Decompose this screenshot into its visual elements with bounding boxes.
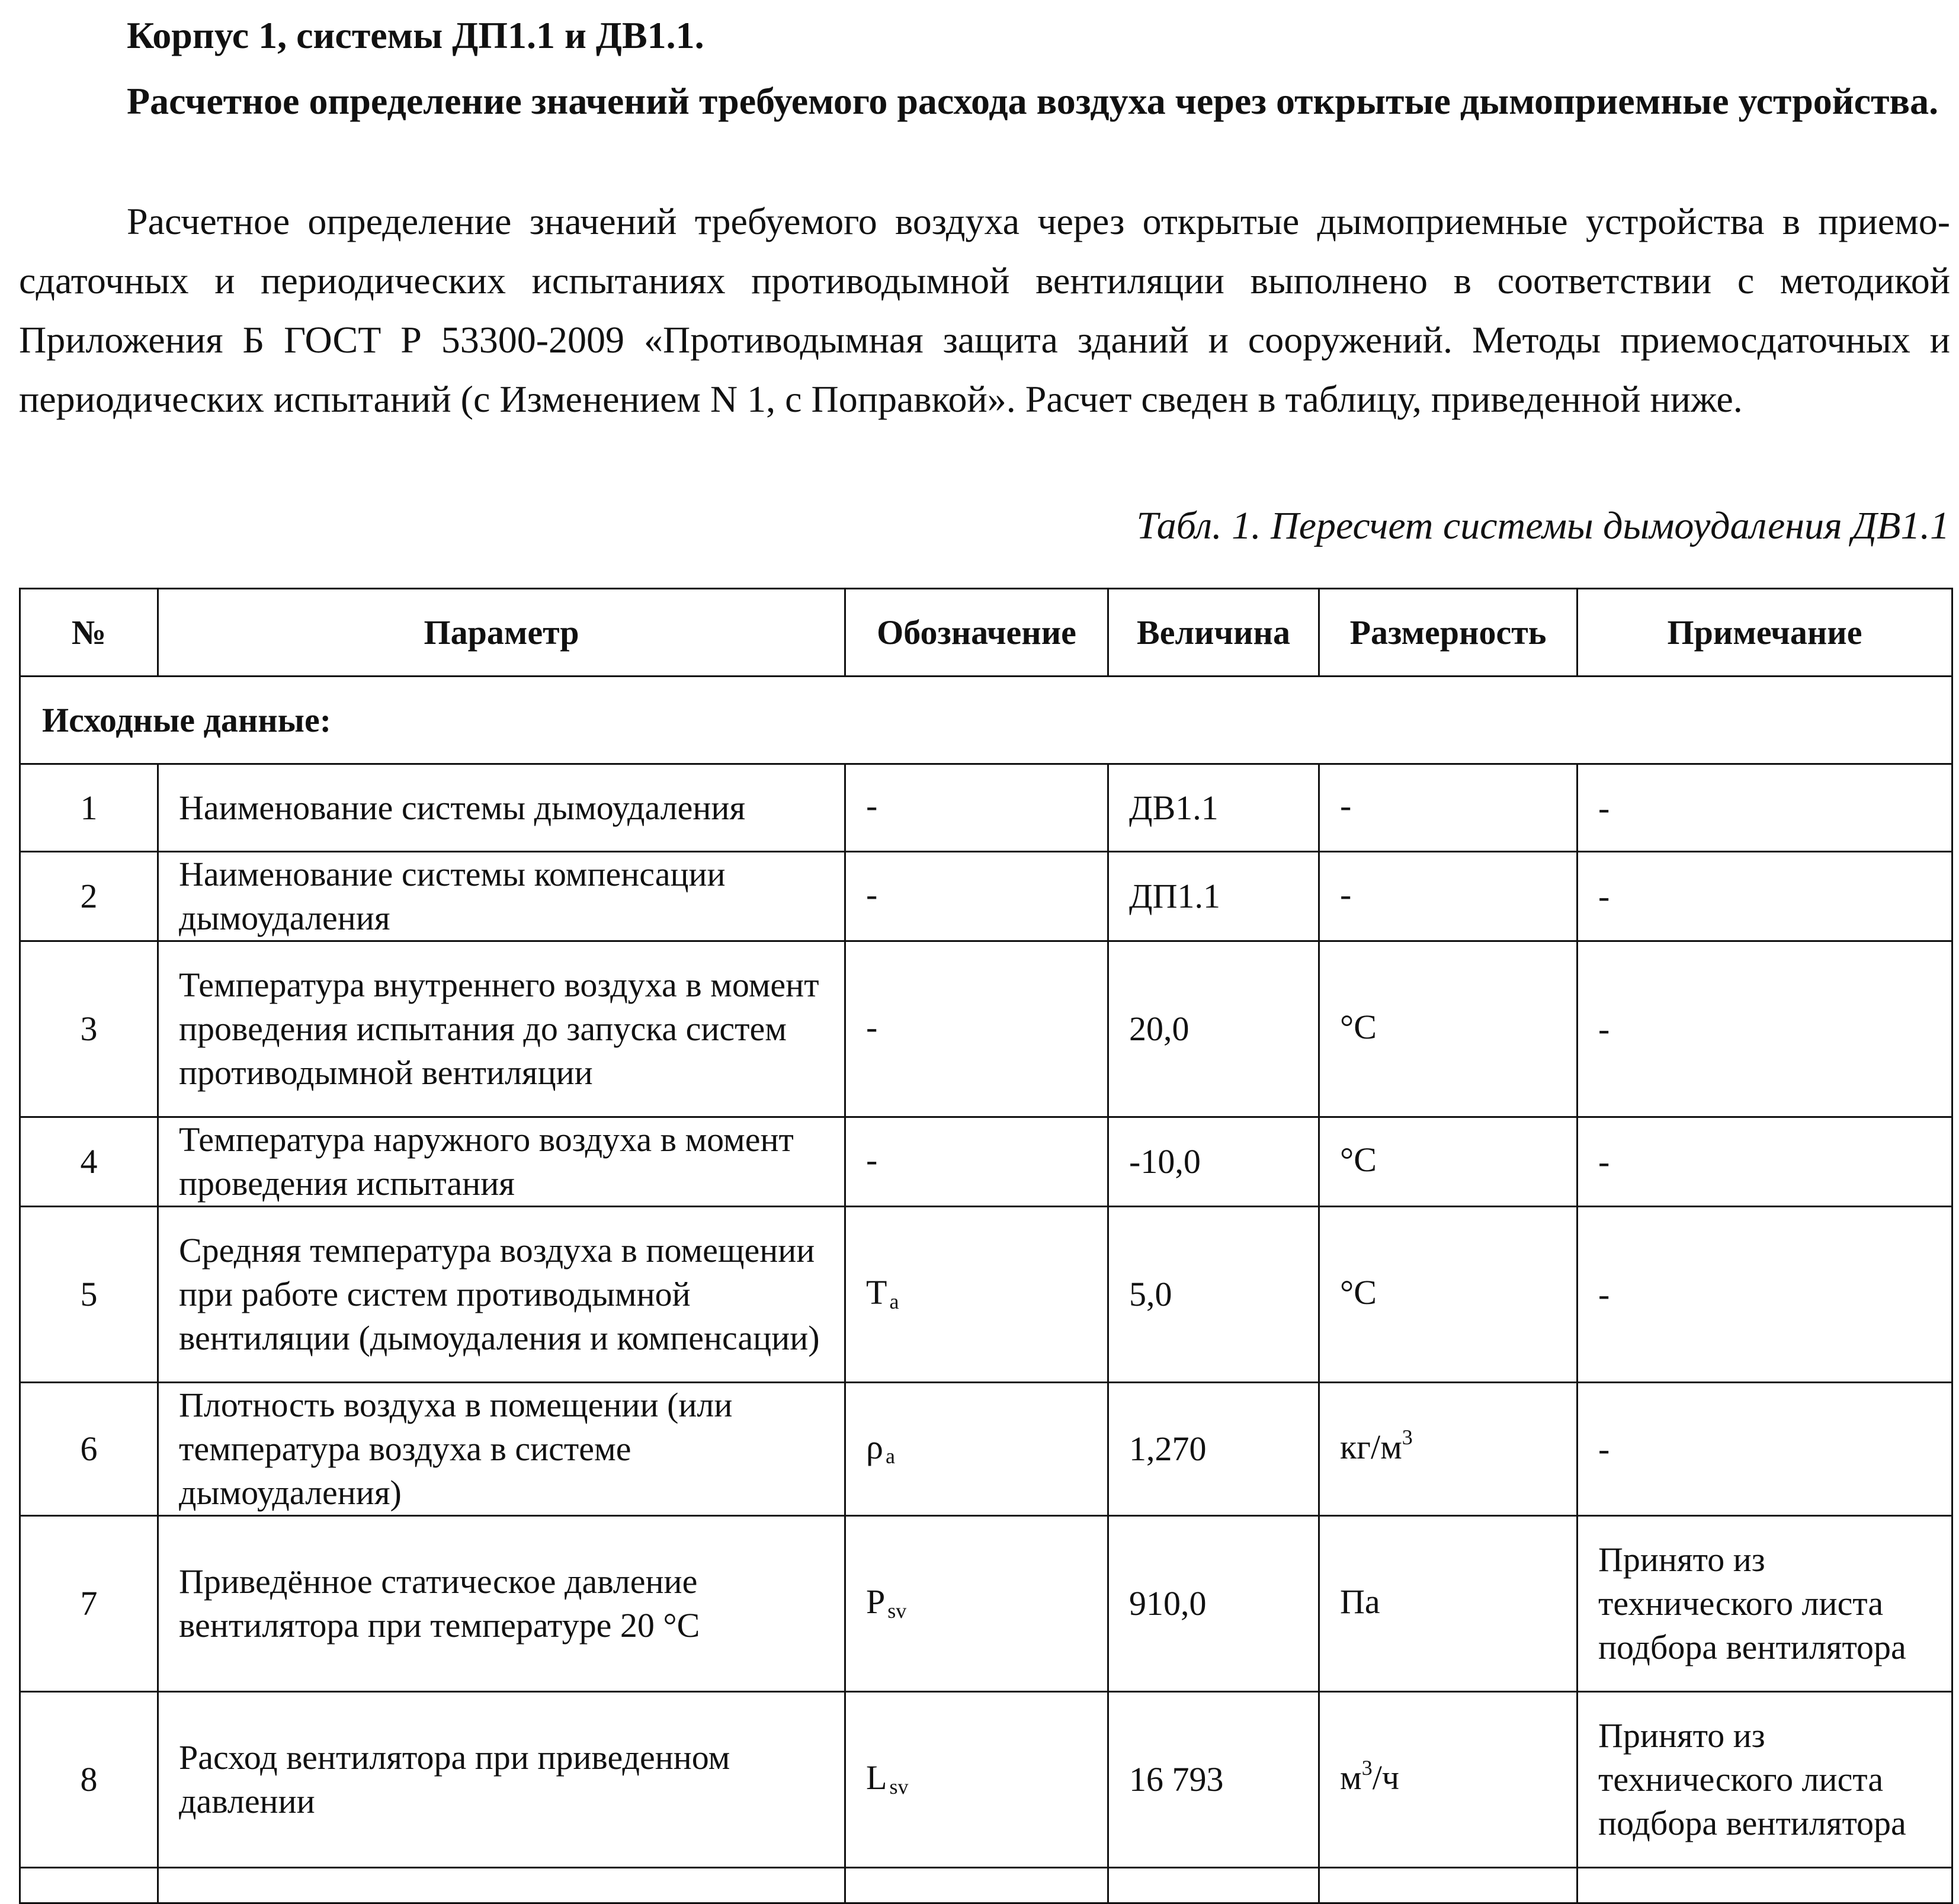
- row-number: 2: [20, 852, 158, 941]
- header-symbol: Обозначение: [845, 589, 1108, 677]
- row-unit: °С: [1319, 1117, 1578, 1207]
- row-unit: °С: [1319, 941, 1578, 1117]
- header-note: Примечание: [1578, 589, 1952, 677]
- row-symbol: -: [845, 1117, 1108, 1207]
- table-row: [20, 1117, 1952, 1207]
- row-parameter: Температура наружного воздуха в момент проведения испытания: [158, 1117, 845, 1207]
- section-title: Исходные данные:: [20, 677, 1952, 764]
- header-unit: Размерность: [1319, 589, 1578, 677]
- table-caption: Табл. 1. Пересчет системы дымоудаления ДВ1.1: [1136, 504, 1950, 547]
- row-number: 7: [20, 1516, 158, 1692]
- row-number: 1: [20, 764, 158, 852]
- row-parameter: Приведённое статическое давление вентилятора при температуре 20 °С: [158, 1516, 845, 1692]
- row-note: -: [1578, 1207, 1952, 1383]
- header-number: №: [20, 589, 158, 677]
- row-note: -: [1578, 764, 1952, 852]
- row-parameter: Расход вентилятора при приведенном давлении: [158, 1692, 845, 1868]
- intro-paragraph: Расчетное определение значений требуемого воздуха через открытые дымоприемные устройства в приемо-сдаточных и периодических испытаниях противодымной вентиляции выполнено в соответствии с методикой Приложения Б ГОСТ Р 53300-2009 «Противодымная защита зданий и сооружений. Методы приемосдаточных и периодических испытаний (с Изменением N 1, с Поправкой». Расчет сведен в таблицу, приведенной ниже.: [19, 200, 1950, 420]
- row-parameter: Плотность воздуха в помещении (или температура воздуха в системе дымоудаления): [158, 1383, 845, 1516]
- header-value: Величина: [1108, 589, 1319, 677]
- row-note: Принято из технического листа подбора вентилятора: [1578, 1516, 1952, 1692]
- table-row: [20, 1692, 1952, 1868]
- row-symbol: ρ $_a$: [845, 1383, 1108, 1516]
- row-symbol: -: [845, 852, 1108, 941]
- row-parameter: Температура внутреннего воздуха в момент проведения испытания до запуска систем противодымной вентиляции: [158, 941, 845, 1117]
- row-value: ДВ1.1: [1108, 764, 1319, 852]
- row-unit: $кг/м^3$: [1319, 1383, 1578, 1516]
- heading-systems: Корпус 1, системы ДП1.1 и ДВ1.1.: [127, 14, 704, 56]
- table-row-continued: [20, 1868, 1952, 1903]
- row-value: ДП1.1: [1108, 852, 1319, 941]
- table-row: [20, 852, 1952, 941]
- row-note: -: [1578, 1117, 1952, 1207]
- row-number: 8: [20, 1692, 158, 1868]
- row-unit: Па: [1319, 1516, 1578, 1692]
- row-parameter: Наименование системы дымоудаления: [158, 764, 845, 852]
- row-value: 5,0: [1108, 1207, 1319, 1383]
- row-symbol: -: [845, 764, 1108, 852]
- row-symbol: L $_{sv}$: [845, 1692, 1108, 1868]
- calculation-table: [19, 588, 1953, 1904]
- row-note: Принято из технического листа подбора вентилятора: [1578, 1692, 1952, 1868]
- row-value: 910,0: [1108, 1516, 1319, 1692]
- table-row: [20, 764, 1952, 852]
- row-value: 16 793: [1108, 1692, 1319, 1868]
- row-number: 6: [20, 1383, 158, 1516]
- table-row: [20, 1207, 1952, 1383]
- row-number: 5: [20, 1207, 158, 1383]
- heading-calculation: Расчетное определение значений требуемого расхода воздуха через открытые дымоприемные устройства.: [127, 80, 1939, 122]
- table-row: [20, 941, 1952, 1117]
- row-symbol: P $_{sv}$: [845, 1516, 1108, 1692]
- row-number: 3: [20, 941, 158, 1117]
- table-row: [20, 1516, 1952, 1692]
- row-value: 1,270: [1108, 1383, 1319, 1516]
- row-unit: -: [1319, 764, 1578, 852]
- row-unit: $м^3/ч$: [1319, 1692, 1578, 1868]
- row-symbol: T $_a$: [845, 1207, 1108, 1383]
- row-parameter: Средняя температура воздуха в помещении при работе систем противодымной вентиляции (дымоудаления и компенсации): [158, 1207, 845, 1383]
- row-symbol: -: [845, 941, 1108, 1117]
- row-value: -10,0: [1108, 1117, 1319, 1207]
- row-number: 4: [20, 1117, 158, 1207]
- row-note: -: [1578, 1383, 1952, 1516]
- table-header-row: [20, 589, 1952, 677]
- row-value: 20,0: [1108, 941, 1319, 1117]
- row-unit: -: [1319, 852, 1578, 941]
- header-parameter: Параметр: [158, 589, 845, 677]
- row-note: -: [1578, 941, 1952, 1117]
- row-note: -: [1578, 852, 1952, 941]
- row-unit: °С: [1319, 1207, 1578, 1383]
- row-parameter: Наименование системы компенсации дымоудаления: [158, 852, 845, 941]
- table-row: [20, 1383, 1952, 1516]
- section-row: [20, 677, 1952, 764]
